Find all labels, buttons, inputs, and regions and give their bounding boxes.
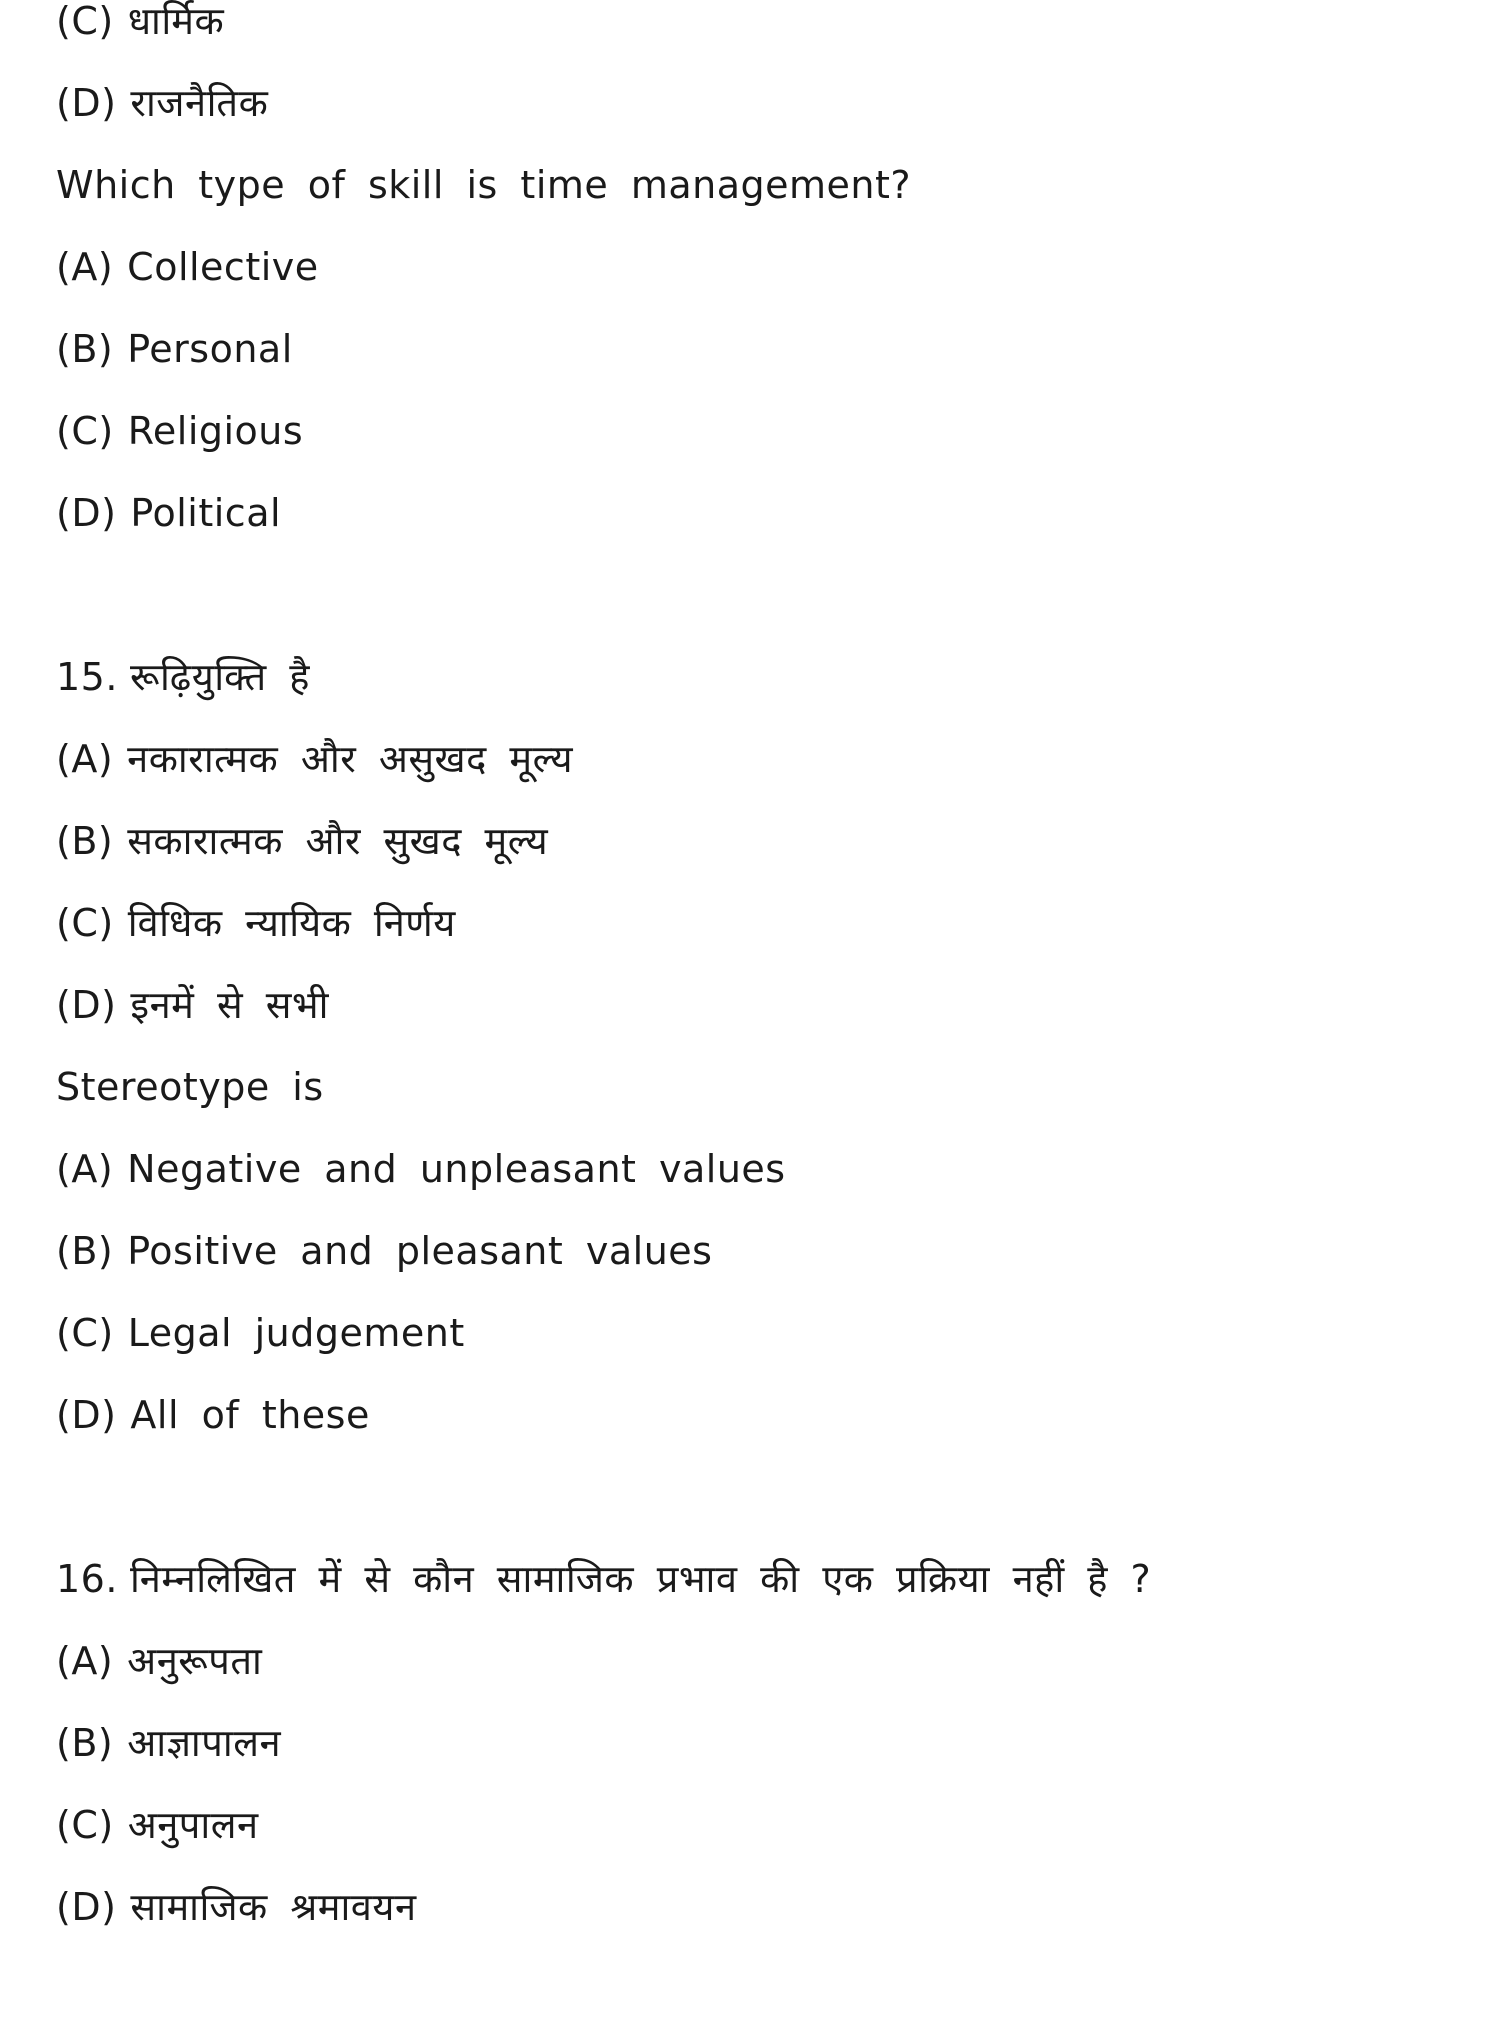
q15-english-question: Stereotype is — [56, 1065, 324, 1109]
q15-hindi-question — [56, 652, 310, 702]
q14-english-question: Which type of skill is time management? — [56, 163, 912, 207]
option-text: विधिक न्यायिक निर्णय — [127, 901, 456, 945]
option-label: (B) — [56, 819, 114, 863]
q15-english-option-b — [56, 1226, 712, 1276]
option-label: (C) — [56, 1311, 114, 1355]
option-text: अनुपालन — [127, 1803, 259, 1847]
option-text: Personal — [127, 327, 293, 371]
option-text: Political — [130, 491, 282, 535]
option-label: (A) — [56, 737, 114, 781]
q16-hindi-option-d — [56, 1882, 417, 1932]
option-label: (D) — [56, 983, 117, 1027]
option-label: (C) — [56, 0, 114, 43]
option-label: (A) — [56, 245, 114, 289]
option-text: Positive and pleasant values — [127, 1229, 713, 1273]
option-label: (B) — [56, 1721, 114, 1765]
option-text: नकारात्मक और असुखद मूल्य — [127, 737, 574, 781]
option-label: (C) — [56, 409, 114, 453]
option-label: (B) — [56, 1229, 114, 1273]
question-number: 15. — [56, 655, 118, 699]
option-text: Legal judgement — [127, 1311, 465, 1355]
option-text: सामाजिक श्रमावयन — [130, 1885, 417, 1929]
option-label: (C) — [56, 901, 114, 945]
option-text: राजनैतिक — [130, 81, 269, 125]
q15-english-option-c — [56, 1308, 465, 1358]
q14-hindi-option-c — [56, 0, 224, 46]
option-text: Religious — [127, 409, 304, 453]
q15-hindi-option-d — [56, 980, 329, 1030]
q15-english-option-d — [56, 1390, 370, 1440]
q16-hindi-question — [56, 1554, 1151, 1604]
q14-english-option-d — [56, 488, 281, 538]
q15-english-option-a — [56, 1144, 786, 1194]
q14-english-option-c — [56, 406, 303, 456]
option-label: (A) — [56, 1639, 114, 1683]
option-text: Collective — [127, 245, 319, 289]
q14-english-option-a — [56, 242, 319, 292]
question-number: 16. — [56, 1557, 118, 1601]
q16-hindi-option-b — [56, 1718, 281, 1768]
option-label: (D) — [56, 1885, 117, 1929]
option-text: All of these — [130, 1393, 370, 1437]
option-label: (B) — [56, 327, 114, 371]
option-text: अनुरूपता — [127, 1639, 263, 1683]
q15-hindi-option-b — [56, 816, 548, 866]
option-label: (D) — [56, 491, 117, 535]
option-label: (C) — [56, 1803, 114, 1847]
option-text: Negative and unpleasant values — [127, 1147, 786, 1191]
q15-hindi-option-a — [56, 734, 573, 784]
q14-hindi-option-d — [56, 78, 268, 128]
q16-hindi-option-a — [56, 1636, 262, 1686]
option-text: धार्मिक — [127, 0, 225, 43]
q15-hindi-option-c — [56, 898, 456, 948]
q16-hindi-option-c — [56, 1800, 259, 1850]
option-text: इनमें से सभी — [130, 983, 329, 1027]
option-text: सकारात्मक और सुखद मूल्य — [127, 819, 549, 863]
option-label: (D) — [56, 81, 117, 125]
q14-english-option-b — [56, 324, 293, 374]
option-label: (D) — [56, 1393, 117, 1437]
option-text: आज्ञापालन — [127, 1721, 282, 1765]
question-text: रूढ़ियुक्ति है — [129, 655, 310, 699]
question-text: निम्नलिखित में से कौन सामाजिक प्रभाव की एक प्रक्रिया नहीं है ? — [129, 1557, 1152, 1601]
option-label: (A) — [56, 1147, 114, 1191]
